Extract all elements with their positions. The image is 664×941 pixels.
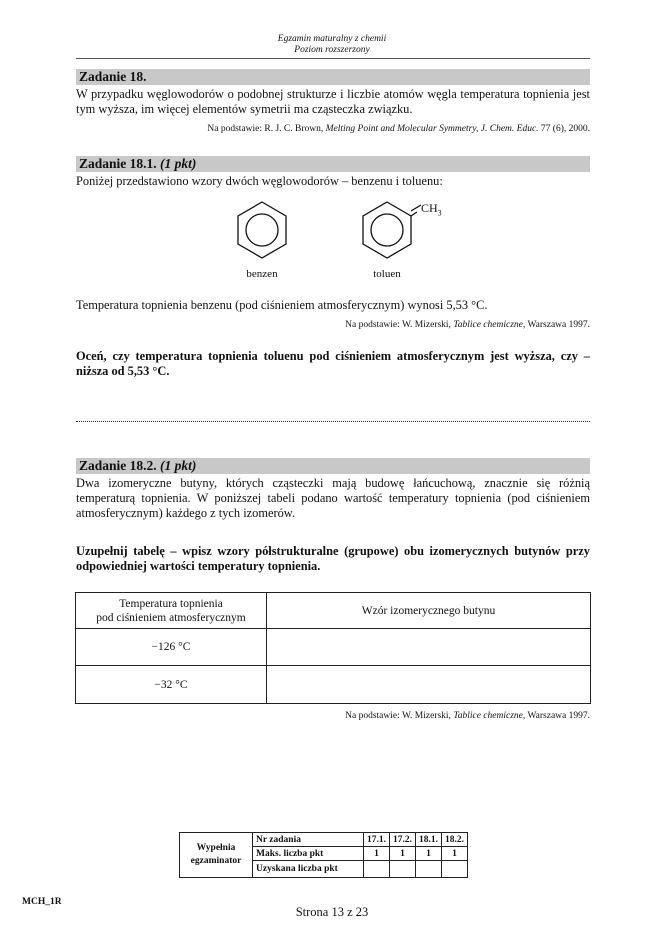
task-18-text: W przypadku węglowodorów o podobnej strukturze i liczbie atomów węgla temperatura topnienia jest tym wyższa, im więcej elementów symetrii ma cząsteczka związku.	[76, 87, 590, 116]
earned-points-cell[interactable]	[416, 861, 442, 878]
header-rule	[76, 58, 590, 59]
task-18-1-intro: Poniżej przedstawiono wzory dwóch węglowodorów – benzenu i toluenu:	[76, 174, 443, 188]
formula-answer-cell[interactable]	[267, 629, 591, 666]
task-18-source: Na podstawie: R. J. C. Brown, Melting Point and Molecular Symmetry, J. Chem. Educ. 77 (6), 2000.	[207, 124, 590, 134]
max-points-cell: 1	[364, 847, 390, 861]
exam-code: MCH_1R	[22, 897, 62, 907]
max-points-cell: 1	[442, 847, 468, 861]
butyne-table	[75, 592, 591, 704]
task-18-1-title: Zadanie 18.1. (1 pkt)	[79, 156, 197, 171]
task-number-cell: 17.1.	[364, 833, 390, 847]
task-18-2-text: Dwa izomeryczne butyny, których cząsteczki mają budowę łańcuchową, znacznie się różnią temperaturą topnienia. W poniższej tabeli podano wartość temperatury topnienia (pod ciśnieniem atmosferycznym) każdego z tych izomerów.	[76, 476, 590, 520]
task-18-2-instruction: Uzupełnij tabelę – wpisz wzory półstrukturalne (grupowe) obu izomerycznych butynów przy odpowiedniej wartości temperatury topnienia.	[76, 544, 590, 573]
examiner-label: Wypełnia egzaminator	[180, 833, 253, 878]
earned-points-cell[interactable]	[364, 861, 390, 878]
temperature-cell: −32 °C	[76, 666, 267, 704]
task-18-1-instruction: Oceń, czy temperatura topnienia toluenu pod ciśnieniem atmosferycznym jest wyższa, czy – niższa od 5,53 °C.	[76, 349, 590, 378]
benzene-melting-text: Temperatura topnienia benzenu (pod ciśnieniem atmosferycznym) wynosi 5,53 °C.	[76, 298, 488, 312]
task-18-2-source: Na podstawie: W. Mizerski, Tablice chemiczne, Warszawa 1997.	[345, 711, 590, 721]
methyl-group-label: $CH_3$	[421, 201, 442, 218]
formula-answer-cell[interactable]	[267, 666, 591, 704]
benzene-label: benzen	[246, 268, 278, 280]
task-number-cell: 18.1.	[416, 833, 442, 847]
task-18-1-source: Na podstawie: W. Mizerski, Tablice chemiczne, Warszawa 1997.	[345, 320, 590, 330]
max-points-cell: 1	[390, 847, 416, 861]
exam-level: Poziom rozszerzony	[294, 45, 370, 55]
earned-points-label: Uzyskana liczba pkt	[253, 861, 364, 878]
task-number-label: Nr zadania	[253, 833, 364, 847]
task-18-title-bar	[76, 69, 590, 85]
score-table	[179, 832, 468, 878]
toluene-label: toluen	[373, 268, 401, 280]
task-18-2-title: Zadanie 18.2. (1 pkt)	[79, 458, 197, 473]
max-points-label: Maks. liczba pkt	[253, 847, 364, 861]
earned-points-cell[interactable]	[442, 861, 468, 878]
answer-line[interactable]	[76, 421, 590, 422]
formula-header: Wzór izomerycznego butynu	[267, 593, 591, 629]
max-points-cell: 1	[416, 847, 442, 861]
temperature-cell: −126 °C	[76, 629, 267, 666]
page-number: Strona 13 z 23	[295, 905, 369, 919]
benzene-structure	[232, 198, 292, 262]
temperature-header: Temperatura topnienia pod ciśnieniem atmosferycznym	[76, 593, 267, 629]
exam-title: Egzamin maturalny z chemii	[277, 34, 387, 44]
earned-points-cell[interactable]	[390, 861, 416, 878]
task-number-cell: 18.2.	[442, 833, 468, 847]
task-number-cell: 17.2.	[390, 833, 416, 847]
task-18-title: Zadanie 18.	[79, 69, 147, 84]
toluene-structure	[357, 198, 417, 262]
